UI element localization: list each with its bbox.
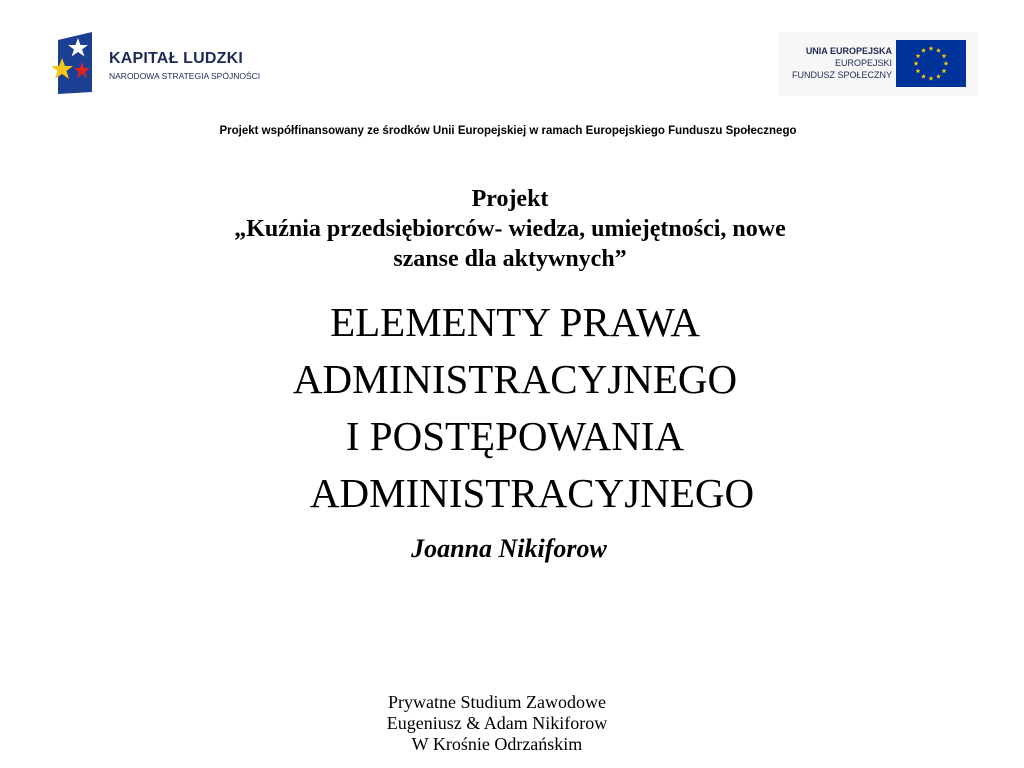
- project-name-line1: „Kuźnia przedsiębiorców- wiedza, umiejętności, nowe: [234, 216, 786, 242]
- eu-flag-icon: [896, 40, 966, 87]
- main-title-line2: ADMINISTRACYJNEGO: [292, 356, 738, 402]
- footer-line3: W Krośnie Odrzańskim: [411, 734, 583, 754]
- kapital-ludzki-subtitle: NARODOWA STRATEGIA SPÓJNOŚCI: [109, 71, 261, 81]
- kapital-ludzki-logo: [52, 28, 262, 100]
- project-name-line2: szanse dla aktywnych”: [393, 246, 627, 272]
- main-title-line3: I POSTĘPOWANIA: [345, 413, 685, 459]
- project-heading: Projekt: [471, 186, 549, 212]
- kapital-ludzki-title: KAPITAŁ LUDZKI: [109, 50, 244, 67]
- main-title-line4: ADMINISTRACYJNEGO: [309, 470, 755, 516]
- main-title-line1: ELEMENTY PRAWA: [330, 299, 700, 345]
- main-title: [230, 294, 800, 522]
- institution-footer: [0, 692, 994, 755]
- cofinancing-note: Projekt współfinansowany ze środków Unii Europejskiej w ramach Europejskiego Funduszu Społecznego: [219, 125, 797, 137]
- eu-logo-line1: UNIA EUROPEJSKA: [805, 46, 892, 56]
- eu-logo-line2: EUROPEJSKI: [834, 58, 892, 68]
- eu-logo: [778, 32, 978, 96]
- footer-line1: Prywatne Studium Zawodowe: [388, 692, 606, 712]
- author-name: Joanna Nikiforow: [411, 534, 607, 563]
- eu-logo-text: [792, 45, 892, 81]
- project-block: [160, 184, 860, 274]
- footer-line2: Eugeniusz & Adam Nikiforow: [386, 713, 608, 733]
- eu-logo-line3: FUNDUSZ SPOŁECZNY: [791, 70, 892, 80]
- kapital-ludzki-emblem-icon: [52, 28, 94, 98]
